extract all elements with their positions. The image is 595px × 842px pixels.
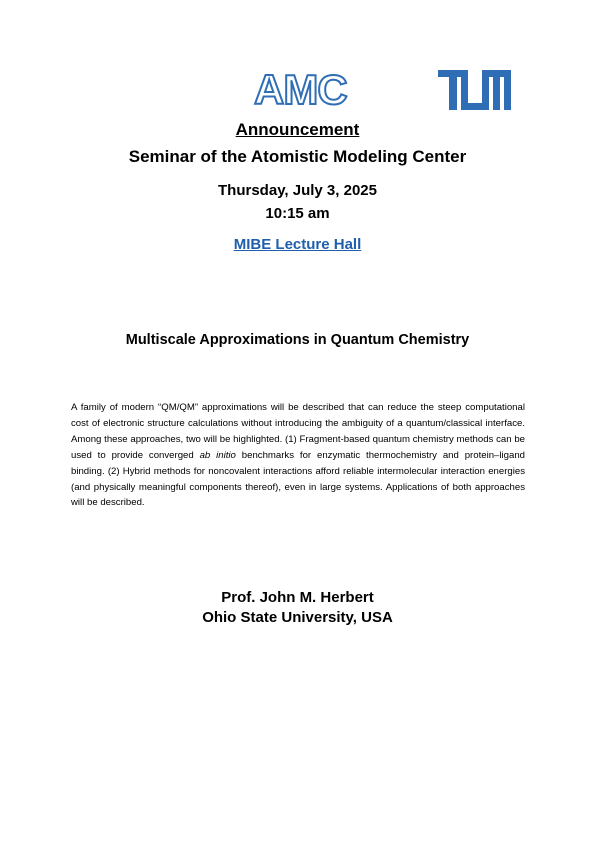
venue-link[interactable]: MIBE Lecture Hall [233,236,362,253]
abstract-text-2: benchmarks for enzymatic thermochemistry and protein–ligand binding. (2) Hybrid methods for noncovalent interactions afford reliable intermolecular interaction energies (and physically meaningful components thereof), even in large systems. Applications of both approaches will be described. [71,449,525,509]
seminar-title: Seminar of the Atomistic Modeling Center [128,147,467,166]
speaker-name: Prof. John M. Herbert [221,589,374,606]
tum-logo-icon [438,70,511,110]
talk-title: Multiscale Approximations in Quantum Chemistry [125,332,470,348]
seminar-time: 10:15 am [265,205,330,222]
abstract-italic-term: ab initio [199,449,236,461]
seminar-date: Thursday, July 3, 2025 [218,182,377,199]
abstract-text-1: A family of modern “QM/QM” approximations will be described that can reduce the steep computational cost of electronic structure calculations without introducing the ambiguity of a quantum/classical interface. Among these approaches, two will be highlighted. (1) Fragment-based quantum chemistry methods can be used to provide converged [71,402,525,461]
speaker-affiliation: Ohio State University, USA [202,609,393,626]
abstract [71,400,525,511]
announcement-heading: Announcement [235,120,360,139]
amc-logo: AMC [254,66,347,113]
